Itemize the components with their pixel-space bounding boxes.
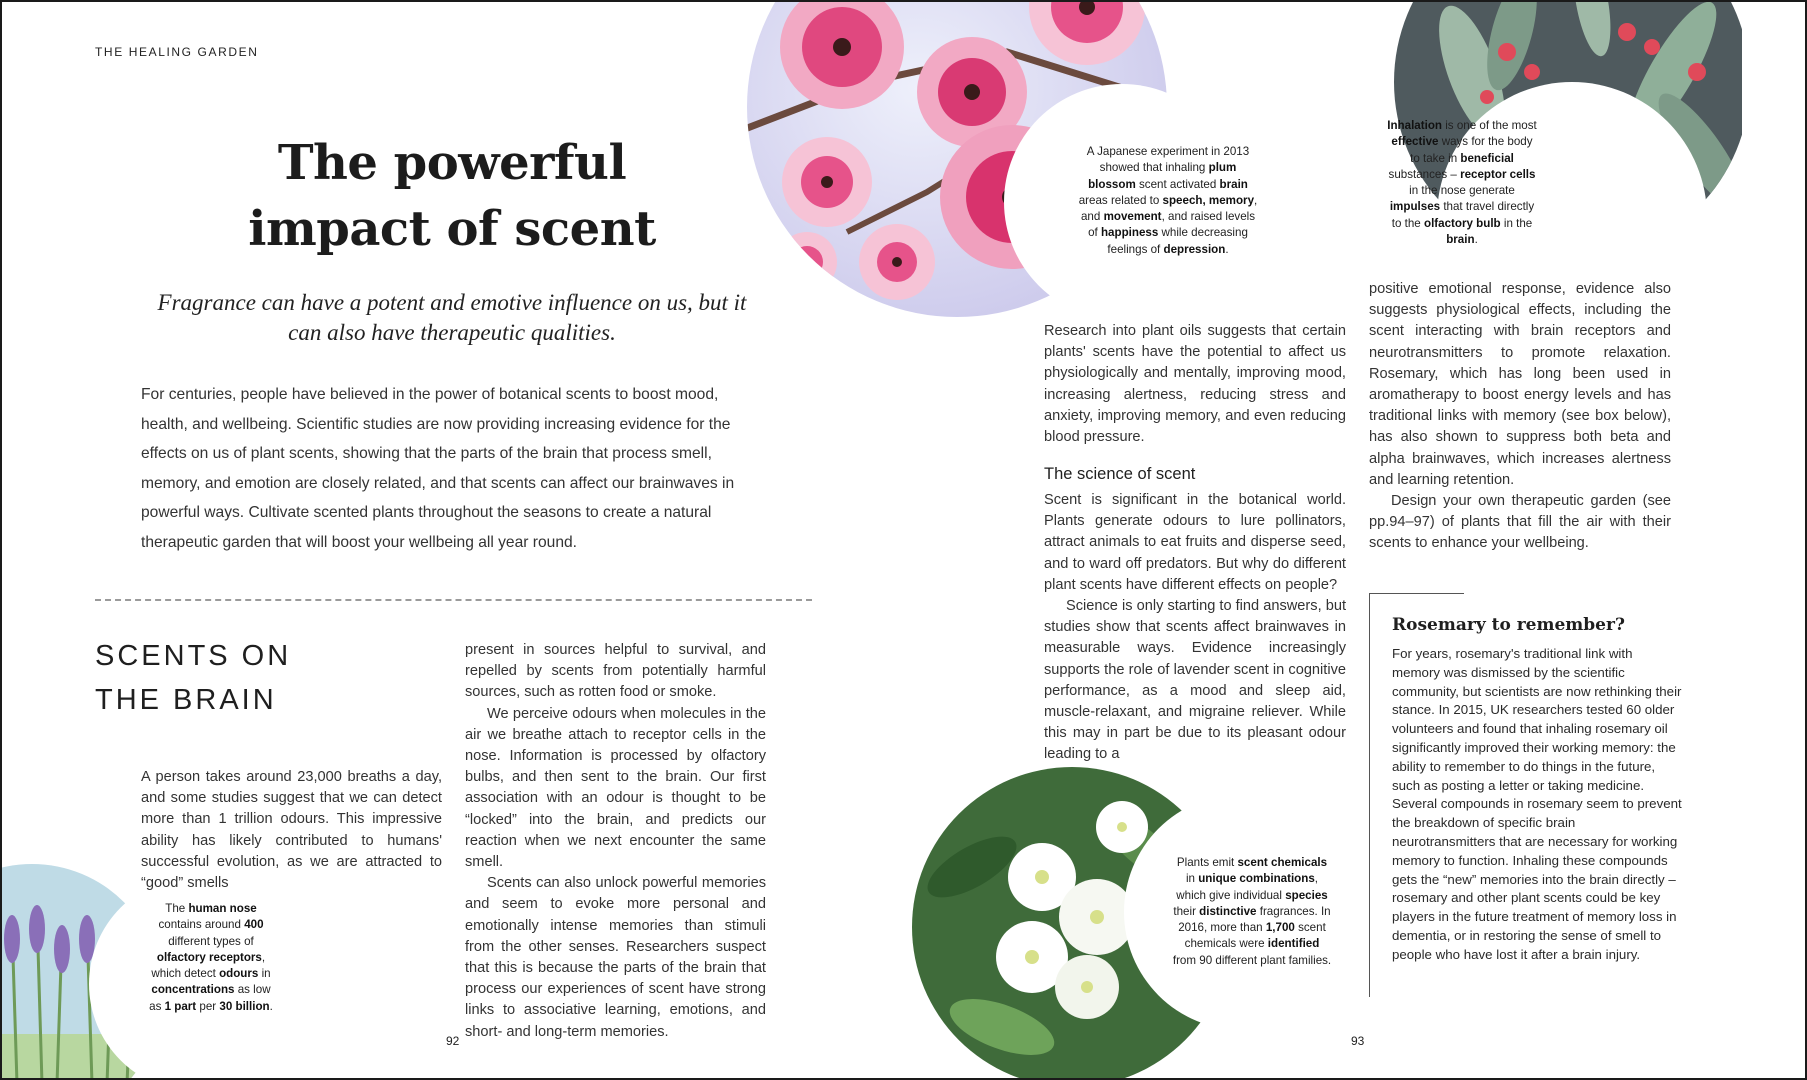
body-column-1: [141, 767, 442, 894]
page-number-left: 92: [446, 1034, 460, 1048]
body-paragraph: Design your own therapeutic garden (see pp.94–97) of plants that fill the air with their scents to enhance your wellbeing.: [1369, 493, 1671, 552]
body-column-2: [465, 640, 766, 1043]
box-body: For years, rosemary's traditional link with memory was dismissed by the scientific community, but scientists are now rethinking their stance. In 2015, UK researchers tested 60 older volunteers and found that inhaling rosemary oil significantly improved their working memory: the ability to remember to do things in the future, such as posting a letter or taking medicine. Several compounds in rosemary seem to prevent the breakdown of specific brain neurotransmitters that are necessary for working memory to function. Inhaling these compounds gets the “new” memories into the brain directly – rosemary and other plant scents could be key players in the future treatment of memory loss in dementia, or in restoring the sense of smell to people who have lost it after a brain injury.: [1392, 646, 1682, 962]
body-paragraph: Scent is significant in the botanical world. Plants generate odours to lure pollinators, attract animals to eat fruits and disperse seed, and to ward off predators. But why do different plant scents have different effects on people?: [1044, 492, 1346, 593]
body-paragraph: Research into plant oils suggests that certain plants' scents have the potential to affect us physiologically and mentally, improving mood, increasing alertness, reducing stress and anxiety, improving memory, and even reducing blood pressure.: [1044, 323, 1346, 446]
caption-plum-blossom: A Japanese experiment in 2013 showed that inhaling plum blossom scent activated brain areas related to speech, memory, and movement, and raised levels of happiness while decreasing feelings of depression.: [1078, 145, 1258, 256]
box-title: Rosemary to remember?: [1392, 615, 1625, 635]
page-number-right: 93: [1351, 1034, 1365, 1048]
subheading-science-of-scent: The science of scent: [1044, 465, 1196, 483]
body-paragraph: We perceive odours when molecules in the air we breathe attach to receptor cells in the nose. Information is processed by olfactory bulbs, and then sent to the brain. Our first association with an odour is thought to be “locked” into the brain, and predicts our reaction when we next encounter the same smell.: [465, 705, 766, 871]
body-paragraph: present in sources helpful to survival, and repelled by scents from potentially harmful sources, such as rotten food or smoke.: [465, 642, 766, 701]
page-title: The powerful impact of scent: [248, 135, 656, 257]
section-heading-line: THE BRAIN: [95, 684, 277, 716]
section-heading-line: SCENTS ON: [95, 640, 292, 672]
body-paragraph: Scents can also unlock powerful memories and seem to evoke more personal and emotionally intense memories than stimuli from the other senses. Researchers suspect that this is because the parts of the brain that process our experiences of scent have strong links to associative learning, emotions, and short- and long-term memories.: [465, 875, 766, 1040]
dashed-divider: [95, 599, 812, 601]
standfirst: Fragrance can have a potent and emotive influence on us, but it can also have therapeutic qualities.: [157, 290, 747, 345]
plum-flower: [782, 137, 872, 227]
body-paragraph: A person takes around 23,000 breaths a day, and some studies suggest that we can detect more than 1 trillion odours. This impressive ability has likely contributed to humans' successful evolution, as we are attracted to “good” smells: [141, 769, 442, 892]
body-paragraph: positive emotional response, evidence also suggests physiological effects, including the scent interacting with brain receptors and neurotransmitters to promote relaxation. Rosemary, which has long been used in aromatherapy to boost energy levels and has traditional links with memory (see box below), has also shown to suppress both beta and alpha brainwaves, which increases alertness and learning retention.: [1369, 281, 1671, 488]
body-column-3: [1044, 321, 1346, 448]
caption-human-nose: The human nose contains around 400 different types of olfactory receptors, which detect odours in concentrations as low as 1 part per 30 billion.: [149, 902, 273, 1013]
body-paragraph: Science is only starting to find answers, but studies show that scents affect brainwaves in measurable ways. Evidence increasingly supports the role of lavender scent in cognitive performance, as a mood and sleep aid, muscle-relaxant, and migraine reliever. While this may in part be due to its pleasant odour leading to a: [1044, 598, 1346, 763]
body-column-3-continued: [1044, 490, 1346, 766]
body-column-4: [1369, 279, 1671, 555]
box-rule-horizontal: [1369, 593, 1464, 594]
intro-paragraph: For centuries, people have believed in the power of botanical scents to boost mood, health, and wellbeing. Scientific studies are now providing increasing evidence for the effects on us of plant scents, showing that the parts of the brain that process smell, memory, and emotion are closely related, and that scents can affect our brainwaves in powerful ways. Cultivate scented plants throughout the seasons to create a natural therapeutic garden that will boost your wellbeing all year round.: [141, 386, 735, 551]
box-rule-vertical: [1369, 593, 1370, 997]
plum-flower: [777, 232, 837, 292]
section-heading: [95, 634, 291, 722]
running-head: THE HEALING GARDEN: [95, 45, 259, 59]
caption-inhalation: Inhalation is one of the most effective ways for the body to take in beneficial substances – receptor cells in the nose generate impulses that travel directly to the olfactory bulb in the brain.: [1387, 119, 1537, 247]
caption-plants-emit: Plants emit scent chemicals in unique combinations, which give individual species their distinctive fragrances. In 2016, more than 1,700 scent chemicals were identified from 90 different plant families.: [1172, 856, 1332, 967]
plum-flower: [859, 224, 935, 300]
